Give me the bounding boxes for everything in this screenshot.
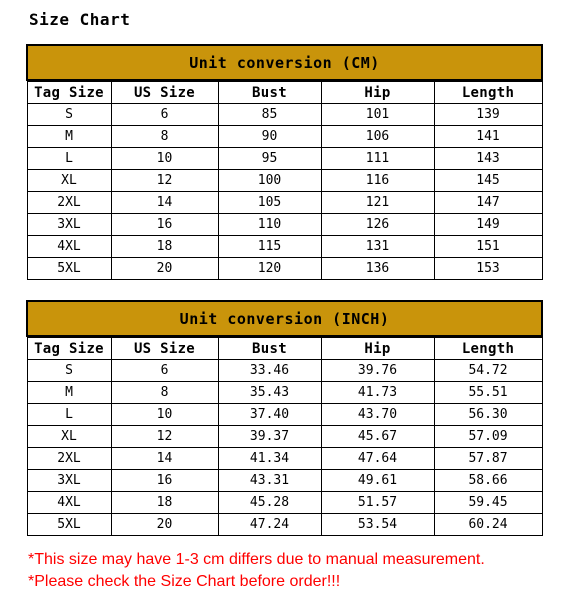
bust-cell: 39.37: [218, 426, 321, 448]
length-cell: 60.24: [434, 514, 542, 536]
tag-size-cell: S: [27, 360, 111, 382]
length-cell: 147: [434, 192, 542, 214]
tag-size-cell: M: [27, 382, 111, 404]
bust-cell: 100: [218, 170, 321, 192]
length-cell: 149: [434, 214, 542, 236]
length-cell: 58.66: [434, 470, 542, 492]
length-cell: 153: [434, 258, 542, 280]
length-cell: 57.09: [434, 426, 542, 448]
tag-size-cell: 4XL: [27, 492, 111, 514]
us-size-cell: 6: [111, 360, 218, 382]
length-cell: 54.72: [434, 360, 542, 382]
table-row: [27, 170, 542, 192]
column-header-hip: Hip: [321, 82, 434, 104]
bust-cell: 47.24: [218, 514, 321, 536]
length-cell: 141: [434, 126, 542, 148]
column-header-hip: Hip: [321, 338, 434, 360]
bust-cell: 37.40: [218, 404, 321, 426]
table-row: [27, 126, 542, 148]
length-cell: 139: [434, 104, 542, 126]
us-size-cell: 18: [111, 236, 218, 258]
tag-size-cell: 4XL: [27, 236, 111, 258]
column-header-length: Length: [434, 338, 542, 360]
note-measurement-warning: *This size may have 1-3 cm differs due to manual measurement.: [28, 551, 485, 568]
hip-cell: 39.76: [321, 360, 434, 382]
hip-cell: 116: [321, 170, 434, 192]
bust-cell: 35.43: [218, 382, 321, 404]
table-row: [27, 214, 542, 236]
us-size-cell: 18: [111, 492, 218, 514]
bust-cell: 110: [218, 214, 321, 236]
tag-size-cell: M: [27, 126, 111, 148]
column-header-bust: Bust: [218, 338, 321, 360]
table-row: [27, 104, 542, 126]
table-row: [27, 236, 542, 258]
us-size-cell: 6: [111, 104, 218, 126]
hip-cell: 51.57: [321, 492, 434, 514]
bust-cell: 33.46: [218, 360, 321, 382]
tag-size-cell: S: [27, 104, 111, 126]
table-heading: Unit conversion (CM): [27, 45, 542, 80]
length-cell: 57.87: [434, 448, 542, 470]
hip-cell: 49.61: [321, 470, 434, 492]
length-cell: 143: [434, 148, 542, 170]
us-size-cell: 14: [111, 448, 218, 470]
tag-size-cell: L: [27, 404, 111, 426]
us-size-cell: 20: [111, 258, 218, 280]
table-row: [27, 148, 542, 170]
column-header-us-size: US Size: [111, 82, 218, 104]
bust-cell: 95: [218, 148, 321, 170]
us-size-cell: 12: [111, 170, 218, 192]
bust-cell: 45.28: [218, 492, 321, 514]
note-check-size-chart: *Please check the Size Chart before order!!!: [28, 573, 341, 590]
tag-size-cell: 3XL: [27, 470, 111, 492]
bust-cell: 90: [218, 126, 321, 148]
hip-cell: 41.73: [321, 382, 434, 404]
us-size-cell: 14: [111, 192, 218, 214]
table-row: [27, 470, 542, 492]
length-cell: 59.45: [434, 492, 542, 514]
column-header-tag-size: Tag Size: [27, 82, 111, 104]
tag-size-cell: XL: [27, 426, 111, 448]
bust-cell: 115: [218, 236, 321, 258]
tag-size-cell: 2XL: [27, 192, 111, 214]
tag-size-cell: 5XL: [27, 514, 111, 536]
tag-size-cell: 2XL: [27, 448, 111, 470]
us-size-cell: 8: [111, 126, 218, 148]
bust-cell: 105: [218, 192, 321, 214]
table-row: [27, 360, 542, 382]
length-cell: 145: [434, 170, 542, 192]
bust-cell: 41.34: [218, 448, 321, 470]
hip-cell: 121: [321, 192, 434, 214]
bust-cell: 85: [218, 104, 321, 126]
tag-size-cell: 5XL: [27, 258, 111, 280]
length-cell: 56.30: [434, 404, 542, 426]
us-size-cell: 20: [111, 514, 218, 536]
hip-cell: 126: [321, 214, 434, 236]
us-size-cell: 12: [111, 426, 218, 448]
tag-size-cell: 3XL: [27, 214, 111, 236]
hip-cell: 43.70: [321, 404, 434, 426]
us-size-cell: 10: [111, 404, 218, 426]
column-header-bust: Bust: [218, 82, 321, 104]
hip-cell: 45.67: [321, 426, 434, 448]
table-heading: Unit conversion (INCH): [27, 301, 542, 336]
table-row: [27, 192, 542, 214]
length-cell: 151: [434, 236, 542, 258]
column-header-row: [27, 338, 542, 360]
table-row: [27, 404, 542, 426]
hip-cell: 111: [321, 148, 434, 170]
column-header-us-size: US Size: [111, 338, 218, 360]
bust-cell: 120: [218, 258, 321, 280]
table-row: [27, 448, 542, 470]
hip-cell: 106: [321, 126, 434, 148]
page-title: Size Chart: [29, 10, 131, 29]
column-header-tag-size: Tag Size: [27, 338, 111, 360]
size-table-cm: [26, 44, 543, 280]
hip-cell: 131: [321, 236, 434, 258]
table-row: [27, 492, 542, 514]
tag-size-cell: L: [27, 148, 111, 170]
us-size-cell: 16: [111, 214, 218, 236]
hip-cell: 47.64: [321, 448, 434, 470]
tag-size-cell: XL: [27, 170, 111, 192]
length-cell: 55.51: [434, 382, 542, 404]
us-size-cell: 16: [111, 470, 218, 492]
size-table-inch: [26, 300, 543, 536]
hip-cell: 53.54: [321, 514, 434, 536]
us-size-cell: 10: [111, 148, 218, 170]
column-header-length: Length: [434, 82, 542, 104]
column-header-row: [27, 82, 542, 104]
hip-cell: 101: [321, 104, 434, 126]
us-size-cell: 8: [111, 382, 218, 404]
table-row: [27, 426, 542, 448]
table-row: [27, 258, 542, 280]
table-row: [27, 382, 542, 404]
hip-cell: 136: [321, 258, 434, 280]
bust-cell: 43.31: [218, 470, 321, 492]
table-row: [27, 514, 542, 536]
notes: [28, 549, 485, 593]
